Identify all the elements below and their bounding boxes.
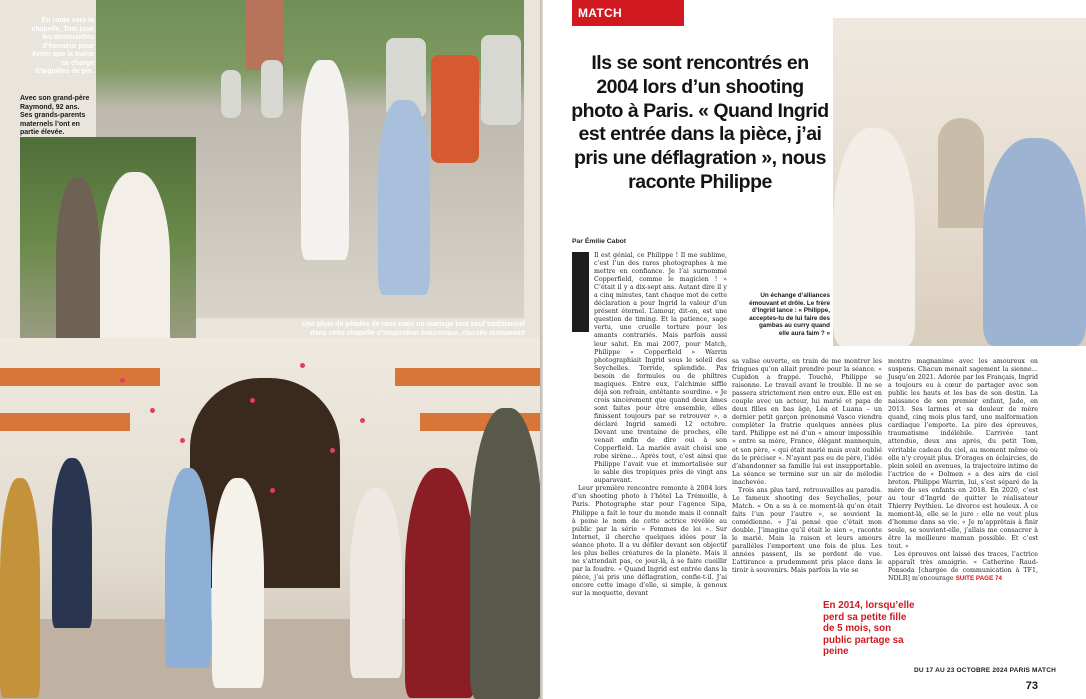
article-column-1: [572, 252, 727, 598]
article-column-2: [732, 358, 882, 575]
page-number: 73: [1025, 680, 1038, 692]
caption-top: En route vers la chapelle, Tom joue les demoiselles d’honneur pour éviter que la traîne se charge d’aiguilles de pin.: [31, 17, 94, 75]
section-rubric: MATCH ACTUALITÉ: [572, 0, 684, 26]
suite-link: SUITE PAGE 74: [955, 575, 1003, 583]
photo-chapel-petals: [0, 338, 543, 699]
issue-date: DU 17 AU 23 OCTOBRE 2024: [913, 667, 1008, 674]
photo-grandfather: [20, 137, 196, 370]
article-paragraph: sa valise ouverte, en train de me montrer les fringues qu’on allait prendre pour la séance. » Cupidon a frappé. Touché, Philippe se raisonne. Le travail avant le trouble. Il ne se passera strictement rien entre eux. Elle est en couple avec un acteur, lui marié et papa de deux filles en bas âge, Léa et Luana – un dernier petit garçon prénommé Vasco viendra compléter la fratrie quelques années plus tard. Philippe est né d’un « amour impossible » entre sa mère, France, élégant mannequin, et son père, « qui était marié mais avait oublié de le préciser ». N’ayant pas eu de père, l’idée d’abandonner sa famille lui est insupportable. La séance se termine sur un air de mélodie inachevée.: [732, 358, 882, 486]
caption-rings: Un échange d’alliances émouvant et drôle. Le frère d’Ingrid lance : « Philippe, acceptes-tu de lui faire des gambas au curry quand elle aura faim ? »: [749, 292, 830, 337]
article-paragraph: montre magnanime avec les amoureux en suspens. Chacun menait sagement la sienne… Jusqu’en 2021. Adorée par les Français, Ingrid a toujours eu à cœur de partager avec son public les hauts et les bas de son destin. La naissance de son premier enfant, Jade, en 2013. Ses larmes et sa douleur de mère quand, cinq mois plus tard, une malformation cardiaque l’emporte. La pire des épreuves, traumatisme indélébile. L’arrivée tant attendue, deux ans après, du petit Tom, véritable cadeau du ciel, au moment même où elle n’y croyait plus. D’orages en éclaircies, de plein soleil en avenues, la trajectoire intime de l’actrice de « Dolmen » a des airs de ciel breton. Philippe Warrin, lui, s’est séparé de la mère de ses enfants en 2018. En 2020, c’est au tour d’Ingrid de quitter le réalisateur Thierry Peythieu. Le divorce est houleux. À ce moment-là, elle se le jure : elle ne veut plus d’homme dans sa vie. « Je m’apprêtais à finir seule, se souvient-elle, j’allais me consacrer à être la meilleure maman possible. Et c’est tout. »: [888, 358, 1038, 551]
article-column-3: [888, 358, 1038, 583]
pull-quote: En 2014, lorsqu’elle perd sa petite fille de 5 mois, son public partage sa peine: [823, 600, 915, 657]
article-paragraph: Les épreuves ont laissé des traces, l’actrice apparaît très amaigrie. « Catherine Raud-Ponsoda [chargée de communication à TF1, NDLR] m’encourage SUITE PAGE 74: [888, 551, 1038, 583]
article-paragraph: Il est génial, ce Philippe ! Il me sublime, c’est l’un des rares photographes à me mettre en confiance. Je l’ai surnommé Copperfield, comme le magicien ! » C’était il y a dix-sept ans. Autant dire il y a cinq minutes, tant chaque mot de cette déclaration a pour Ingrid la valeur d’un présent éternel. L’amour, dit-on, est une question de timing. Et la patience, sage vertu, une cruelle torture pour les amants contrariés. Mais parfois aussi leur salut. En mai 2007, pour Match, Philippe « Copperfield » Warrin photographiait Ingrid sous le soleil des Seychelles. Torride, splendide. Pas besoin de formules ou de philtres magiques. Entre eux, l’alchimie siffle déjà son refrain, entêtante sourdine. « Je crois sincèrement que quand deux âmes sont faites pour être ensemble, elles finissent toujours par se retrouver », a déclaré Ingrid samedi 12 octobre. Devant une trentaine de proches, elle venait enfin de dire oui à son Copperfield. La mariée avait choisi une robe sirène… Après tout, c’est ainsi que Philippe l’avait vue et immortalisée sur le sable des tropiques près de vingt ans auparavant.: [594, 252, 727, 485]
right-page: [543, 0, 1086, 699]
caption-grandfather: Avec son grand-père Raymond, 92 ans. Ses grands-parents maternels l’ont en partie élevée.: [20, 95, 90, 136]
headline: Ils se sont rencontrés en 2004 lors d’un shooting photo à Paris. « Quand Ingrid est entrée dans la pièce, j’ai pris une déflagration », nous raconte Philippe: [571, 52, 829, 193]
photo-ring-exchange: [833, 18, 1086, 346]
page-footer: [914, 667, 1056, 674]
article-paragraph: Leur première rencontre remonte à 2004 lors d’un shooting photo à l’hôtel La Trémoille, à Paris. Photographe star pour l’agence Sipa, Philippe a fait le tour du monde mais il connaît à peine le nom de cette actrice révélée au public par la série « Femmes de loi ». Sur Internet, il cherche quelques idées pour la séance photo. Il a vu défiler devant son objectif les plus belles créatures de la planète. Mais il ne s’attendait pas, ce jour-là, à se faire cueillir par la foudre. « Quand Ingrid est entrée dans la pièce, j’ai pris une déflagration, confie-t-il. J’ai encore cette image d’elle, si simple, à genoux sur la moquette, devant: [572, 485, 727, 597]
caption-church: Une pluie de pétales de rose mais un mariage tout sauf traditionnel dans cette chapelle d’inspiration mauresque, classée monument: [301, 321, 525, 337]
article-paragraph: Trois ans plus tard, retrouvailles au paradis. Le fameux shooting des Seychelles, pour Match. « On a su à ce moment-là qu’on était faits l’un pour l’autre », se souvient la comédienne. « J’ai pensé que c’était mon double. J’imagine qu’il était le sien », raconte le marié. Mais la raison et leurs amours parallèles l’emportent une fois de plus. Les années passent, ils se perdent de vue. L’attirance a prudemment pris place dans le tiroir à souvenirs. Mais parfois la vie se: [732, 486, 882, 575]
brand-name: PARIS MATCH: [1009, 667, 1056, 674]
byline: Par Émilie Cabot: [572, 238, 627, 245]
